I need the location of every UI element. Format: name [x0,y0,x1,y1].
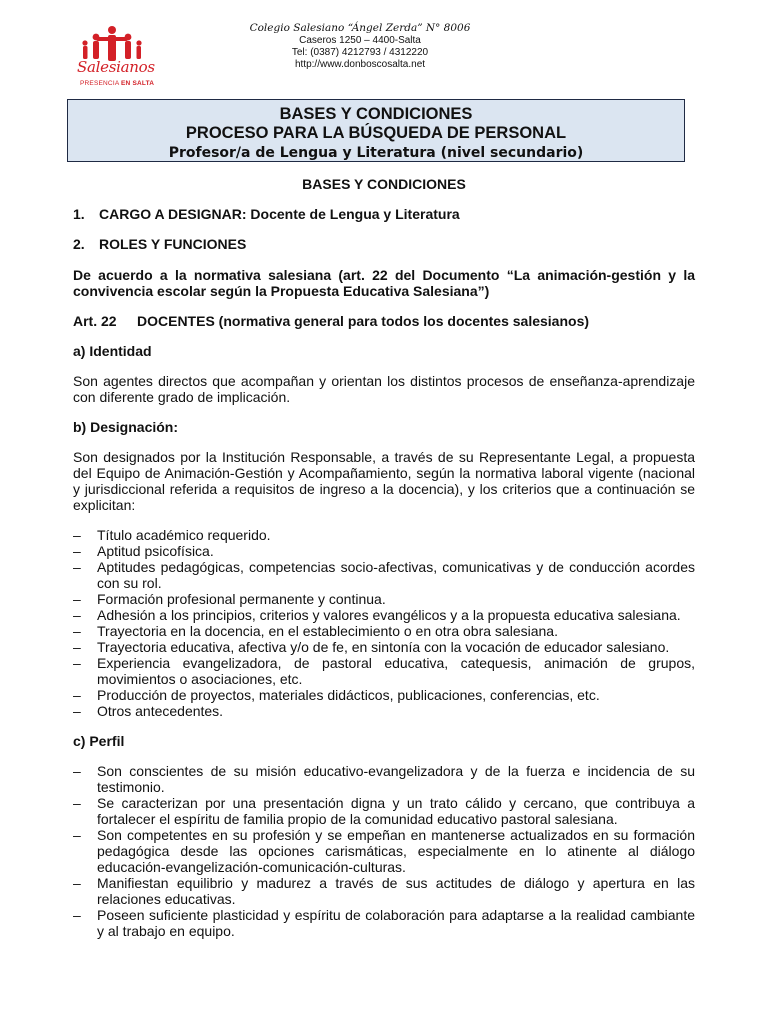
school-header [240,22,480,71]
logo-subtitle-bold: EN SALTA [121,80,155,87]
section-cargo-text: CARGO A DESIGNAR: Docente de Lengua y Literatura [99,206,460,222]
list-item: – Se caracterizan por una presentación digna y un trato cálido y cercano, que contribuya a fortalecer el espíritu de familia propio de la comunidad educativo pastoral salesiana. [73,795,695,827]
list-item: – Otros antecedentes. [73,703,695,719]
identidad-heading: a) Identidad [73,343,152,359]
identidad-text: Son agentes directos que acompañan y orientan los distintos procesos de enseñanza-aprendizaje con diferente grado de implicación. [73,373,695,405]
school-address: Caseros 1250 – 4400-Salta [299,35,421,46]
section-roles-text: ROLES Y FUNCIONES [99,236,247,252]
list-item: – Manifiestan equilibrio y madurez a través de sus actitudes de diálogo y apertura en las relaciones educativas. [73,875,695,907]
list-item: – Formación profesional permanente y continua. [73,591,695,607]
list-item: – Adhesión a los principios, criterios y valores evangélicos y a la propuesta educativa salesiana. [73,607,695,623]
article-heading [73,313,695,329]
list-item: – Son competentes en su profesión y se empeñan en mantenerse actualizados en su formación pedagógica desde las opciones carismáticas, especialmente en lo atinente al diálogo educación-evangelización-comunicación-culturas. [73,827,695,875]
title-line-2: PROCESO PARA LA BÚSQUEDA DE PERSONAL [185,124,567,142]
list-item: – Poseen suficiente plasticidad y espíritu de colaboración para adaptarse a la realidad cambiante y al trabajo en equipo. [73,907,695,939]
title-line-1: BASES Y CONDICIONES [279,105,473,123]
list-item: – Trayectoria educativa, afectiva y/o de fe, en sintonía con la vocación de educador salesiano. [73,639,695,655]
list-item: – Trayectoria en la docencia, en el establecimiento o en otra obra salesiana. [73,623,695,639]
perfil-heading: c) Perfil [73,733,125,749]
list-item: – Título académico requerido. [73,527,695,543]
designacion-text: Son designados por la Institución Responsable, a través de su Representante Legal, a propuesta del Equipo de Animación-Gestión y Acompañamiento, según la normativa laboral vigente (nacional y jurisdiccional referida a requisitos de ingreso a la docencia), y los criterios que a continuación se explicitan: [73,449,695,513]
school-name: Colegio Salesiano “Ángel Zerda” N° 8006 [249,22,471,34]
logo-subtitle-prefix: PRESENCIA [80,80,122,87]
logo-subtitle [80,80,154,87]
section-roles-number: 2. [73,236,85,252]
title-box [67,99,685,162]
section-roles [73,236,695,252]
section-cargo-number: 1. [73,206,85,222]
designacion-heading: b) Designación: [73,419,179,435]
logo-wordmark: Salesianos [77,58,155,76]
designacion-criteria-list [73,527,695,719]
intro-paragraph: De acuerdo a la normativa salesiana (art. 22 del Documento “La animación-gestión y la convivencia escolar según la Propuesta Educativa Salesiana”) [73,267,695,299]
school-phone: Tel: (0387) 4212793 / 4312220 [291,47,429,58]
body-heading: BASES Y CONDICIONES [302,176,466,192]
perfil-list [73,763,695,939]
list-item: – Experiencia evangelizadora, de pastoral educativa, catequesis, animación de grupos, movimientos o asociaciones, etc. [73,655,695,687]
article-title: DOCENTES (normativa general para todos los docentes salesianos) [137,313,590,329]
section-cargo [73,206,695,222]
list-item: – Son conscientes de su misión educativo-evangelizadora y de la fuerza e incidencia de su testimonio. [73,763,695,795]
title-line-3: Profesor/a de Lengua y Literatura (nivel secundario) [168,145,584,161]
school-website: http://www.donboscosalta.net [294,59,426,70]
article-label: Art. 22 [73,313,117,329]
list-item: – Aptitud psicofísica. [73,543,695,559]
list-item: – Producción de proyectos, materiales didácticos, publicaciones, conferencias, etc. [73,687,695,703]
document-body [73,176,695,953]
list-item: – Aptitudes pedagógicas, competencias socio-afectivas, comunicativas y de conducción acordes con su rol. [73,559,695,591]
